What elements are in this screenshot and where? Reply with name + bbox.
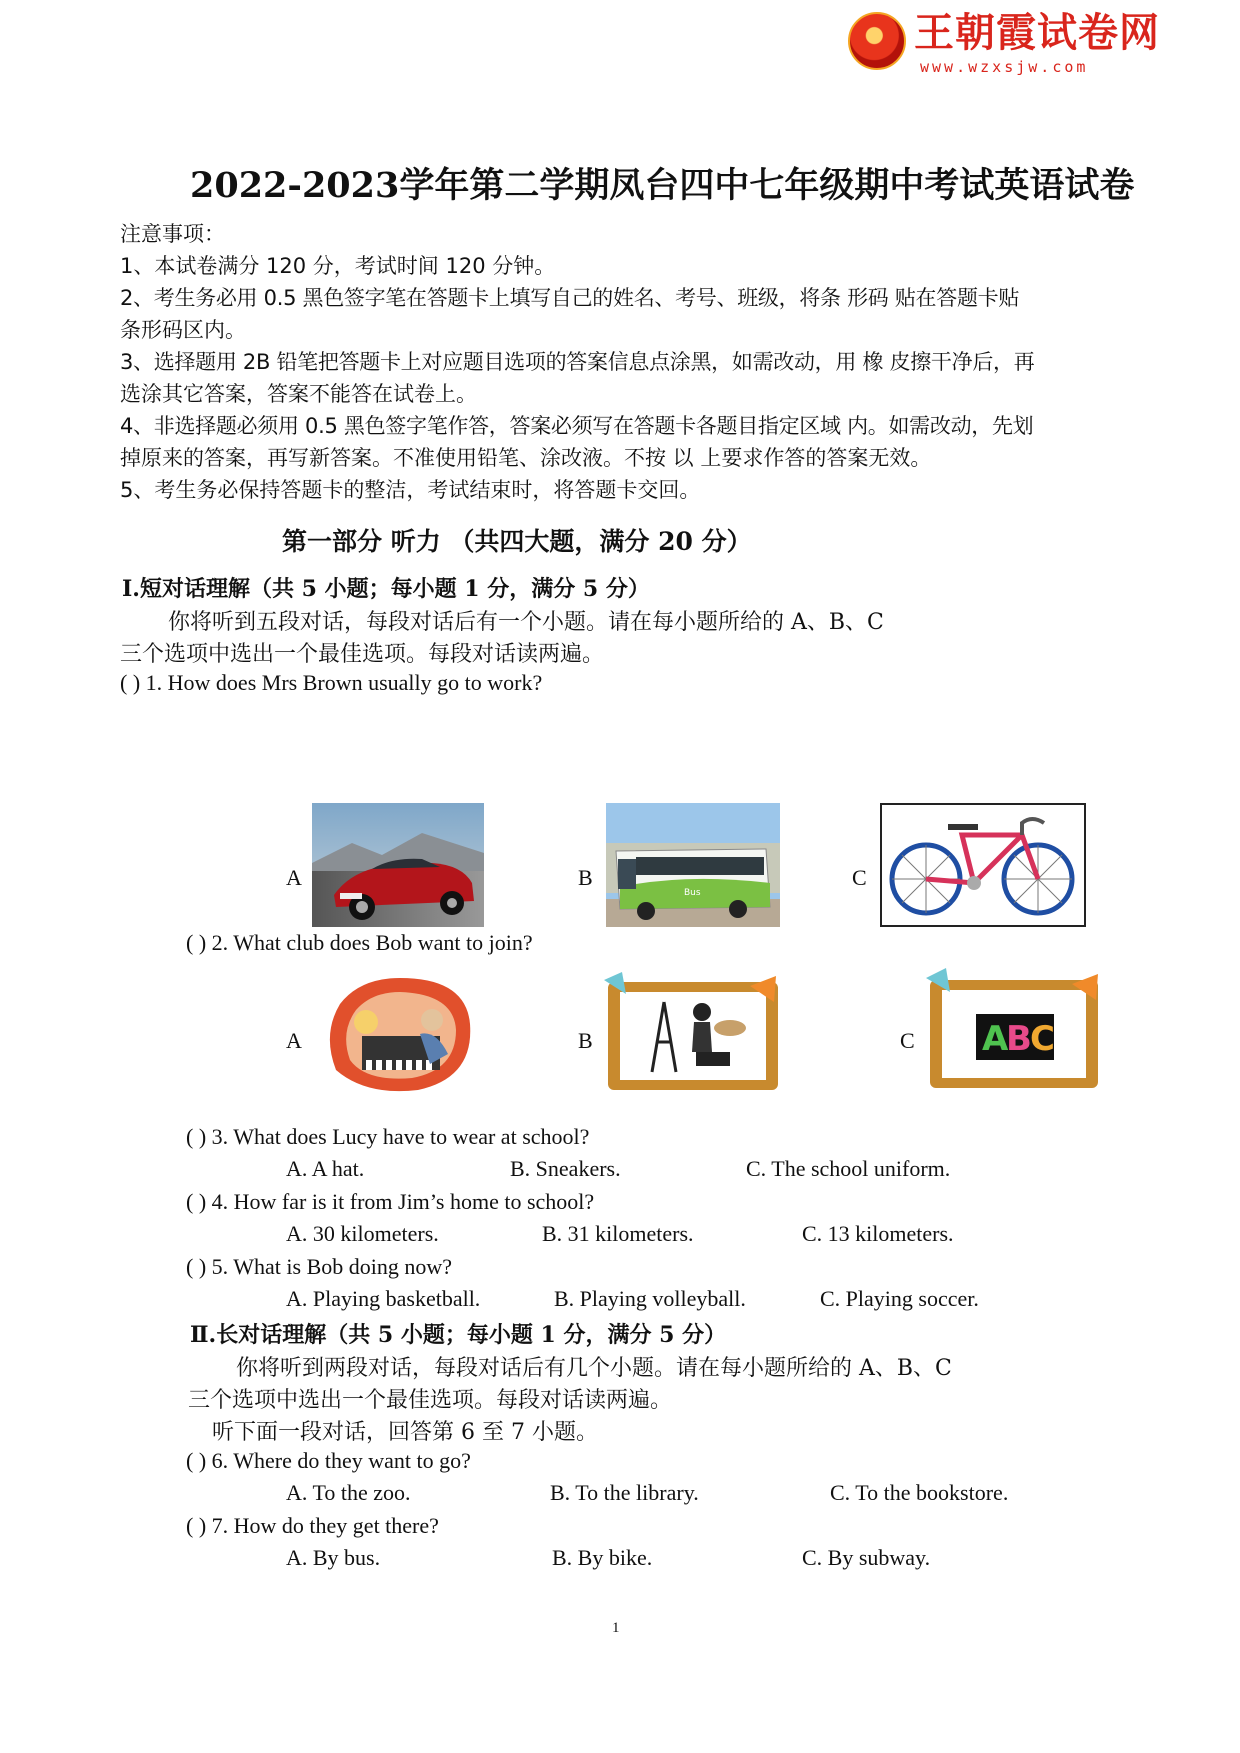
- logo-url: www.wzxsjw.com: [920, 58, 1089, 76]
- abc-board-image: [924, 968, 1104, 1098]
- notes-line: 3、选择题用 2B 铅笔把答题卡上对应题目选项的答案信息点涂黑，如需改动，用 橡 皮擦干净后，再: [120, 350, 1035, 374]
- section1-heading: Ⅰ.短对话理解（共 5 小题；每小题 1 分，满分 5 分）: [122, 576, 650, 602]
- notes-line: 1、本试卷满分 120 分，考试时间 120 分钟。: [120, 254, 556, 278]
- q7-option-c: C. By subway.: [802, 1545, 931, 1570]
- q7-option-b: B. By bike.: [552, 1545, 653, 1570]
- option-label-b: B: [578, 1028, 593, 1053]
- svg-text:C: C: [1030, 1019, 1055, 1059]
- question-7: ( ) 7. How do they get there?: [186, 1513, 439, 1538]
- question-1: ( ) 1. How does Mrs Brown usually go to work?: [120, 670, 543, 695]
- option-label-b: B: [578, 865, 593, 890]
- q3-option-b: B. Sneakers.: [510, 1156, 621, 1181]
- option-label-a: A: [286, 865, 302, 890]
- question-2: ( ) 2. What club does Bob want to join?: [186, 930, 533, 955]
- q5-option-a: A. Playing basketball.: [286, 1286, 481, 1311]
- q3-option-a: A. A hat.: [286, 1156, 365, 1181]
- option-label-c: C: [900, 1028, 915, 1053]
- svg-text:A: A: [982, 1019, 1009, 1059]
- notes-line: 条形码区内。: [120, 318, 246, 342]
- notes-line: 4、非选择题必须用 0.5 黑色签字笔作答，答案必须写在答题卡各题目指定区域 内。如需改动，先划: [120, 414, 1034, 438]
- notes-heading: 注意事项：: [120, 222, 225, 246]
- music-club-image: [326, 974, 474, 1096]
- section2-intro: 听下面一段对话，回答第 6 至 7 小题。: [212, 1420, 598, 1445]
- notes-line: 选涂其它答案，答案不能答在试卷上。: [120, 382, 477, 406]
- site-logo: [848, 10, 1188, 74]
- q6-option-c: C. To the bookstore.: [830, 1480, 1009, 1505]
- art-club-image: [600, 972, 786, 1100]
- q3-option-c: C. The school uniform.: [746, 1156, 951, 1181]
- notes-line: 掉原来的答案，再写新答案。不准使用铅笔、涂改液。不按 以 上要求作答的答案无效。: [120, 446, 932, 470]
- page-number: 1: [612, 1620, 620, 1636]
- q6-option-b: B. To the library.: [550, 1480, 699, 1505]
- seal-icon: [848, 12, 906, 70]
- q7-option-a: A. By bus.: [286, 1545, 381, 1570]
- q5-option-c: C. Playing soccer.: [820, 1286, 979, 1311]
- car-image: [312, 803, 484, 927]
- notes-line: 2、考生务必用 0.5 黑色签字笔在答题卡上填写自己的姓名、考号、班级，将条 形码 贴在答题卡贴: [120, 286, 1020, 310]
- svg-text:B: B: [1006, 1019, 1032, 1059]
- q4-option-b: B. 31 kilometers.: [542, 1221, 694, 1246]
- svg-text:Bus: Bus: [684, 888, 701, 898]
- section1-intro: 你将听到五段对话，每段对话后有一个小题。请在每小题所给的 A、B、C: [168, 610, 884, 635]
- option-label-c: C: [852, 865, 867, 890]
- question-3: ( ) 3. What does Lucy have to wear at school?: [186, 1124, 590, 1149]
- q4-option-a: A. 30 kilometers.: [286, 1221, 439, 1246]
- section2-intro: 你将听到两段对话，每段对话后有几个小题。请在每小题所给的 A、B、C: [236, 1356, 952, 1381]
- question-6: ( ) 6. Where do they want to go?: [186, 1448, 471, 1473]
- q5-option-b: B. Playing volleyball.: [554, 1286, 746, 1311]
- part1-heading: 第一部分 听力 （共四大题，满分 20 分）: [282, 527, 752, 556]
- bicycle-image: [880, 803, 1086, 927]
- section1-intro: 三个选项中选出一个最佳选项。每段对话读两遍。: [120, 642, 605, 667]
- logo-brand: 王朝霞试卷网: [914, 10, 1160, 56]
- section2-heading: Ⅱ.长对话理解（共 5 小题；每小题 1 分，满分 5 分）: [190, 1322, 727, 1348]
- question-5: ( ) 5. What is Bob doing now?: [186, 1254, 453, 1279]
- option-label-a: A: [286, 1028, 302, 1053]
- q4-option-c: C. 13 kilometers.: [802, 1221, 954, 1246]
- q6-option-a: A. To the zoo.: [286, 1480, 411, 1505]
- bus-image: [606, 803, 780, 927]
- page-title: 2022-2023学年第二学期凤台四中七年级期中考试英语试卷: [190, 165, 1135, 206]
- section2-intro: 三个选项中选出一个最佳选项。每段对话读两遍。: [188, 1388, 673, 1413]
- question-4: ( ) 4. How far is it from Jim’s home to school?: [186, 1189, 595, 1214]
- notes-line: 5、考生务必保持答题卡的整洁，考试结束时，将答题卡交回。: [120, 478, 701, 502]
